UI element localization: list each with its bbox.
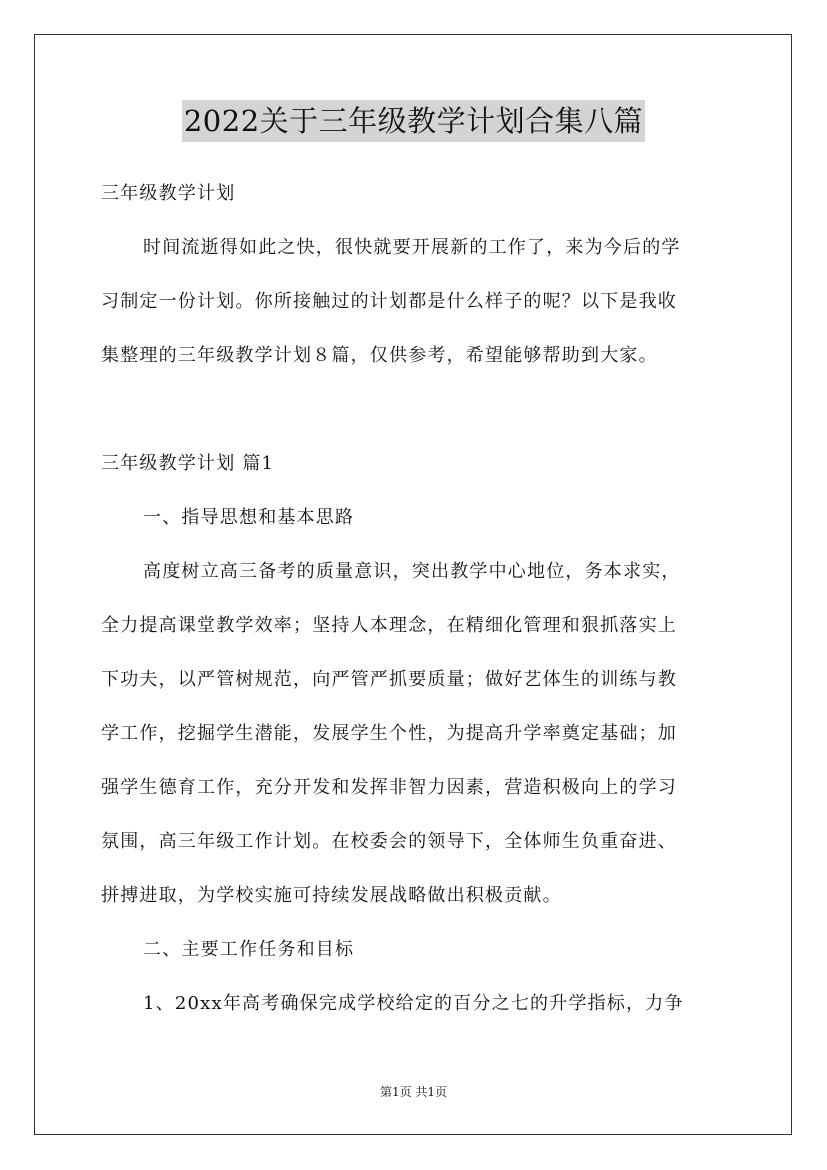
paragraph-line: 氛围，高三年级工作计划。在校委会的领导下，全体师生负重奋进、: [101, 831, 677, 852]
paragraph-line: 时间流逝得如此之快，很快就要开展新的工作了，来为今后的学: [143, 237, 681, 258]
paragraph-line: 1、20xx年高考确保完成学校给定的百分之七的升学指标，力争: [143, 993, 684, 1014]
title-container: [0, 100, 827, 142]
subheading: 一、指导思想和基本思路: [143, 507, 355, 528]
section-heading: 三年级教学计划 篇1: [101, 453, 275, 474]
paragraph-line: 拼搏进取，为学校实施可持续发展战略做出积极贡献。: [101, 885, 562, 906]
page-footer: 第1页 共1页: [379, 1085, 448, 1099]
paragraph-line: 集整理的三年级教学计划８篇，仅供参考，希望能够帮助到大家。: [101, 345, 658, 366]
document-title: 2022关于三年级教学计划合集八篇: [182, 100, 645, 142]
paragraph-line: 强学生德育工作，充分开发和发挥非智力因素，营造积极向上的学习: [101, 777, 677, 798]
section-heading: 三年级教学计划: [101, 183, 236, 204]
paragraph-line: 高度树立高三备考的质量意识，突出教学中心地位，务本求实，: [143, 561, 681, 582]
paragraph-line: 下功夫，以严管树规范，向严管严抓要质量；做好艺体生的训练与教: [101, 669, 677, 690]
subheading: 二、主要工作任务和目标: [143, 939, 355, 960]
paragraph-line: 习制定一份计划。你所接触过的计划都是什么样子的呢？以下是我收: [101, 291, 677, 312]
paragraph-line: 学工作，挖掘学生潜能，发展学生个性，为提高升学率奠定基础；加: [101, 723, 677, 744]
paragraph-line: 全力提高课堂教学效率；坚持人本理念，在精细化管理和狠抓落实上: [101, 615, 677, 636]
